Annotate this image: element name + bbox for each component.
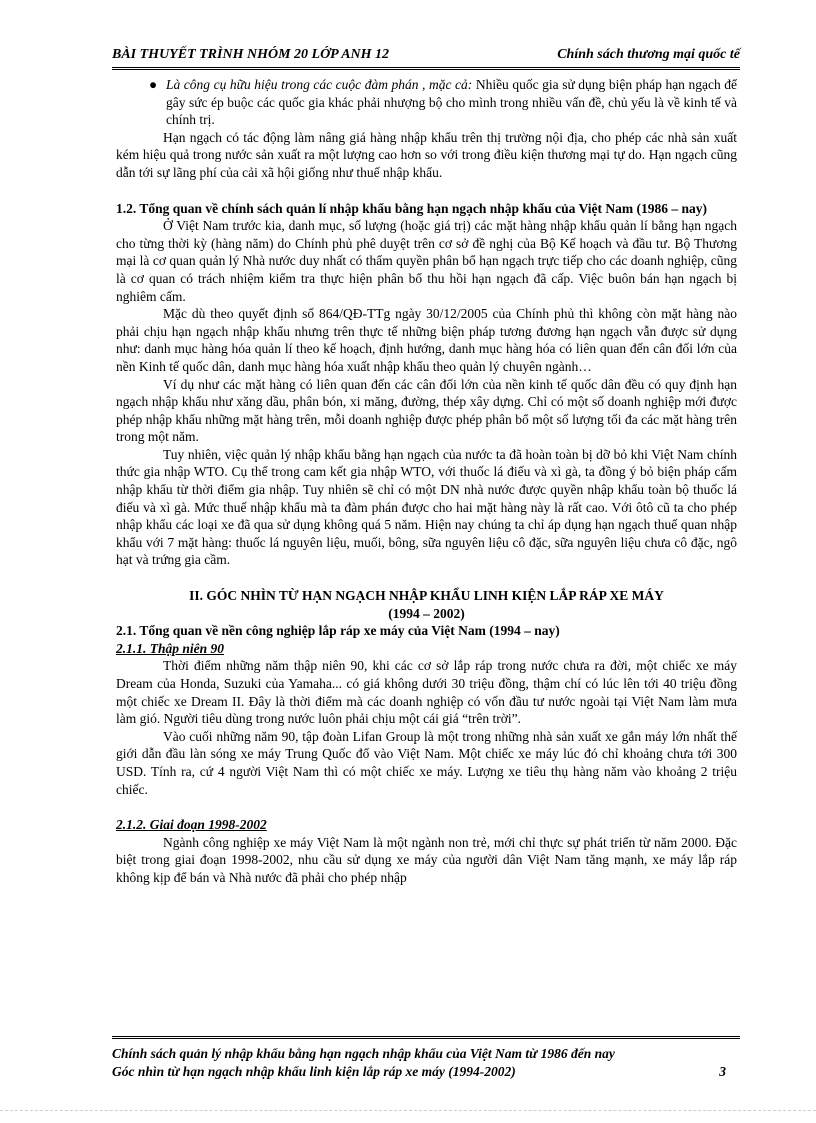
- paragraph-lifan: Vào cuối những năm 90, tập đoàn Lifan Group là một trong những nhà sản xuất xe gắn máy lớn nhất thế giới dẫn đầu làn sóng xe máy Trung Quốc đổ vào Việt Nam. Một chiếc xe máy lúc đó chỉ khoảng chưa tới 300 USD. Tính ra, cứ 4 người Việt Nam thì có một chiếc xe máy. Lượng xe tiêu thụ hàng năm vào khoảng 2 triệu chiếc.: [116, 728, 737, 797]
- bullet-icon: ●: [149, 77, 158, 92]
- page-footer: [112, 1036, 740, 1081]
- document-body: [116, 76, 737, 887]
- header-title: BÀI THUYẾT TRÌNH NHÓM 20 LỚP ANH 12: [112, 47, 390, 62]
- section-heading-2-1: 2.1. Tổng quan về nền công nghiệp lắp ráp xe máy của Việt Nam (1994 – nay): [116, 623, 560, 639]
- bullet-paragraph: [116, 76, 737, 129]
- header-subject: Chính sách thương mại quốc tế: [557, 47, 740, 62]
- chapter-heading-line2: (1994 – 2002): [388, 605, 465, 621]
- paragraph-1998-2002: Ngành công nghiệp xe máy Việt Nam là một ngành non trẻ, mới chỉ thực sự phát triển từ năm 2000. Đặc biệt trong giai đoạn 1998-2002, nhu cầu sử dụng xe máy của người dân Việt Nam tăng mạnh, xe máy lắp ráp không kịp để bán và Nhà nước đã phải cho phép nhập: [116, 834, 737, 885]
- chapter-heading-line1: II. GÓC NHÌN TỪ HẠN NGẠCH NHẬP KHẨU LINH KIỆN LẮP RÁP XE MÁY: [189, 588, 664, 604]
- paragraph-decision-864: Mặc dù theo quyết định số 864/QĐ-TTg ngày 30/12/2005 của Chính phủ thì không còn mặt hàng nào phải chịu hạn ngạch nhập khẩu nhưng trên thực tế những biện pháp tương đương hạn ngạch vẫn được sử dụng như: danh mục hàng hóa quản lí theo kế hoạch, định hướng, danh mục hàng hóa có liên quan đến cân đối lớn của nền Kinh tế quốc dân, danh mục hàng hóa xuất nhập khẩu theo quản lý chuyên ngành…: [116, 306, 737, 374]
- paragraph-vietnam-quota: Ở Việt Nam trước kia, danh mục, số lượng (hoặc giá trị) các mặt hàng nhập khẩu quản lí bằng hạn ngạch cho từng thời kỳ (hàng năm) do Chính phủ phê duyệt trên cơ sở đề nghị của Bộ Kế hoạch và đầu tư. Bộ Thương mại là cơ quan quản lý Nhà nước duy nhất có thẩm quyền phân bổ hạn ngạch trực tiếp cho các doanh nghiệp, cũng là cơ quan có trách nhiệm kiểm tra thực hiện phân bổ thu hồi hạn ngạch đã cấp. Việc buôn bán hạn ngạch bị nghiêm cấm.: [116, 218, 737, 304]
- footer-line-1: Chính sách quản lý nhập khẩu bằng hạn ngạch nhập khẩu của Việt Nam từ 1986 đến nay: [112, 1046, 615, 1061]
- page-edge-divider: [0, 1110, 816, 1112]
- subsection-heading-2-1-1: 2.1.1. Thập niên 90: [116, 640, 225, 656]
- subsection-heading-2-1-2: 2.1.2. Giai đoạn 1998-2002: [116, 817, 267, 833]
- paragraph-decade-90: Thời điểm những năm thập niên 90, khi các cơ sở lắp ráp trong nước chưa ra đời, một chiếc xe máy Dream của Honda, Suzuki của Yamaha... có giá không dưới 30 triệu đồng, thậm chí có lúc lên tới 40 triệu đồng một chiếc xe Dream II. Đây là thời điểm mà các doanh nghiệp có vốn đầu tư nước ngoài tại Việt Nam làm mưa làm gió. Người tiêu dùng trong nước luôn phải chịu một cái giá “trên trời”.: [116, 658, 737, 727]
- paragraph-quota-effect: Hạn ngạch có tác động làm nâng giá hàng nhập khẩu trên thị trường nội địa, cho phép các nhà sản xuất kém hiệu quả trong nước sản xuất ra một lượng cao hơn so với trong điều kiện thương mại tự do. Hạn ngạch cũng dẫn tới sự lãng phí của cải xã hội giống như thuế nhập khẩu.: [116, 129, 737, 180]
- section-heading-1-2: 1.2. Tổng quan về chính sách quản lí nhập khẩu bằng hạn ngạch nhập khẩu của Việt Nam (1986 – nay): [116, 200, 707, 216]
- bullet-lead: Là công cụ hữu hiệu trong các cuộc đàm phán , mặc cả:: [166, 77, 473, 92]
- paragraph-example-goods: Ví dụ như các mặt hàng có liên quan đến các cân đối lớn của nền kinh tế quốc dân đều có quy định hạn ngạch nhập khẩu như xăng dầu, phân bón, xi măng, đường, thép xây dựng. Chỉ có một số doanh nghiệp mới được phép nhập khẩu những mặt hàng trên, mỗi doanh nghiệp được phép phân bổ một số lượng tối đa các mặt hàng trên trong một năm.: [116, 376, 737, 445]
- footer-line-2: Góc nhìn từ hạn ngạch nhập khẩu linh kiện lắp ráp xe máy (1994-2002): [112, 1064, 516, 1079]
- page-header: [112, 45, 740, 70]
- page-number: 3: [719, 1064, 726, 1079]
- paragraph-wto: Tuy nhiên, việc quản lý nhập khẩu bằng hạn ngạch của nước ta đã hoàn toàn bị dỡ bỏ khi Việt Nam chính thức gia nhập WTO. Cụ thể trong cam kết gia nhập WTO, với thuốc lá điếu và xì gà, ta đồng ý bỏ biện pháp cấm nhập khẩu từ thời điểm gia nhập. Tuy nhiên sẽ chỉ có một DN nhà nước được quyền nhập khẩu toàn bộ thuốc lá điếu và xì gà. Mức thuế nhập khẩu mà ta đàm phán được cho hai mặt hàng này là rất cao. Với ôtô cũ ta cho phép nhập khẩu các loại xe đã qua sử dụng không quá 5 năm. Hiện nay chúng ta chỉ áp dụng hạn ngạch thuế quan nhập khẩu với 7 mặt hàng: thuốc lá nguyên liệu, muối, bông, sữa nguyên liệu cô đặc, sữa nguyên liệu chưa cô đặc, ngô hạt và trứng gia cầm.: [116, 446, 737, 568]
- bullet-text: Nhiều quốc gia sử dụng biện pháp hạn ngạch để gây sức ép buộc các quốc gia khác phải nhượng bộ cho mình trong nhiều vấn đề, chủ yếu là về kinh tế và chính trị.: [166, 77, 738, 128]
